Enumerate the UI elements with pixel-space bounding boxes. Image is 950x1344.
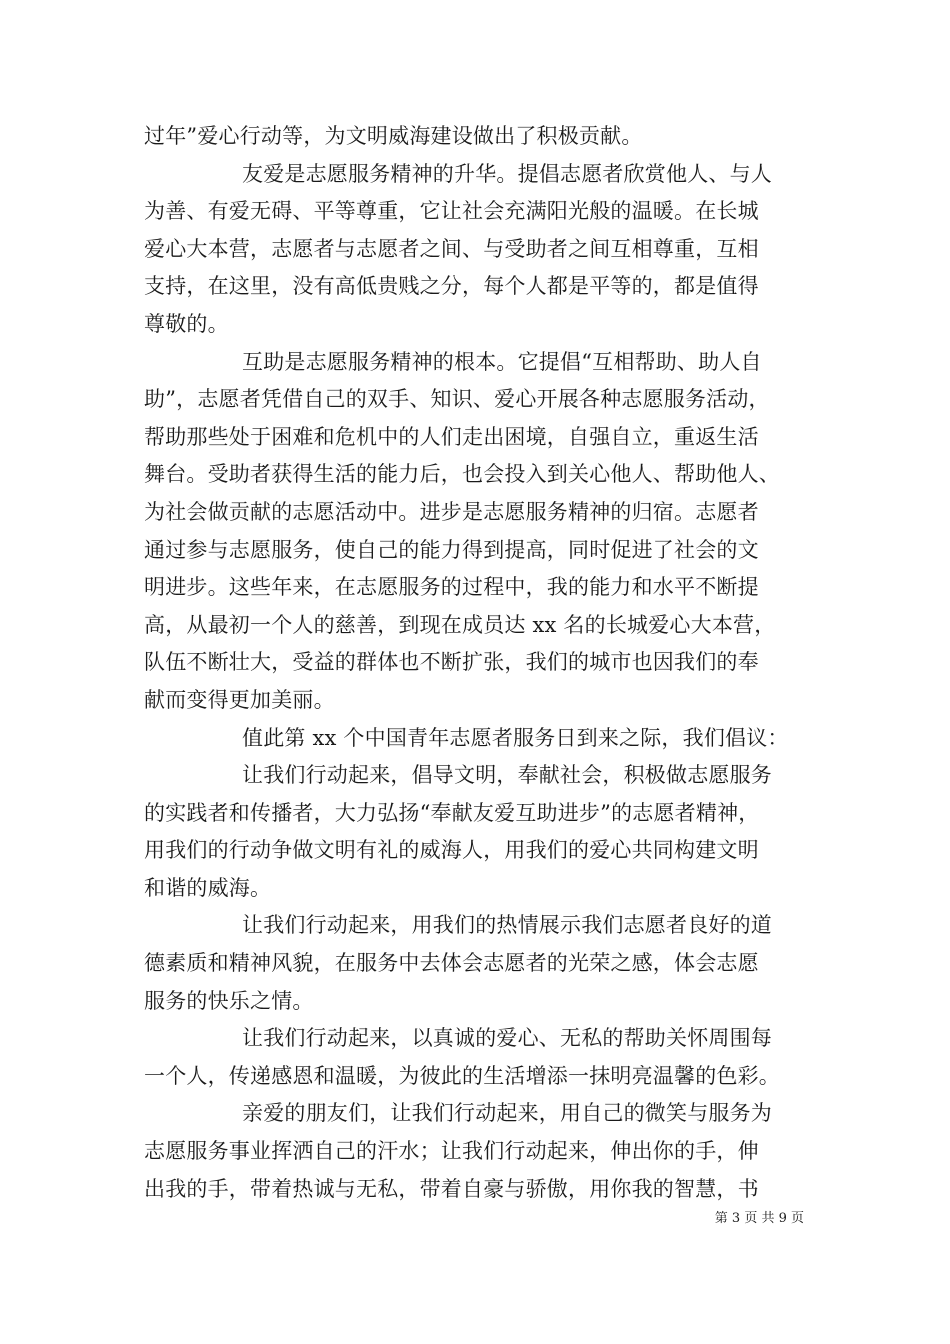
text-line: 用我们的行动争做文明有礼的威海人，用我们的爱心共同构建文明: [144, 838, 759, 863]
text-line: 的实践者和传播者，大力弘扬“奉献友爱互助进步”的志愿者精神，: [144, 800, 760, 825]
text-line: 支持，在这里，没有高低贵贱之分，每个人都是平等的，都是值得: [144, 274, 759, 299]
text-line: 队伍不断壮大，受益的群体也不断扩张，我们的城市也因我们的奉: [144, 650, 759, 675]
text-line: 亲爱的朋友们，让我们行动起来，用自己的微笑与服务为: [242, 1101, 772, 1126]
document-body: [144, 118, 844, 1208]
text-line: 志愿服务事业挥洒自己的汗水；让我们行动起来，伸出你的手，伸: [144, 1139, 759, 1164]
text-line: 让我们行动起来，用我们的热情展示我们志愿者良好的道: [242, 913, 772, 938]
text-line: 过年”爱心行动等，为文明威海建设做出了积极贡献。: [144, 124, 643, 148]
text-line: 助”，志愿者凭借自己的双手、知识、爱心开展各种志愿服务活动，: [144, 387, 770, 412]
text-line: 明进步。这些年来，在志愿服务的过程中，我的能力和水平不断提: [144, 575, 759, 600]
text-line: 值此第 xx 个中国青年志愿者服务日到来之际，我们倡议：: [242, 725, 789, 750]
text-line: 服务的快乐之情。: [144, 988, 314, 1013]
text-line: 尊敬的。: [144, 311, 229, 336]
text-line: 爱心大本营，志愿者与志愿者之间、与受助者之间互相尊重，互相: [144, 236, 759, 261]
text-line: 高，从最初一个人的慈善，到现在成员达 xx 名的长城爱心大本营，: [144, 612, 776, 637]
text-line: 帮助那些处于困难和危机中的人们走出困境，自强自立，重返生活: [144, 424, 759, 449]
text-line: 互助是志愿服务精神的根本。它提倡“互相帮助、助人自: [242, 349, 762, 374]
text-line: 舞台。受助者获得生活的能力后，也会投入到关心他人、帮助他人、: [144, 462, 780, 487]
text-line: 为善、有爱无碍、平等尊重，它让社会充满阳光般的温暖。在长城: [144, 199, 759, 224]
text-line: 让我们行动起来，以真诚的爱心、无私的帮助关怀周围每: [242, 1026, 772, 1051]
text-line: 献而变得更加美丽。: [144, 687, 335, 712]
text-line: 出我的手，带着热诚与无私，带着自豪与骄傲，用你我的智慧，书: [144, 1176, 759, 1201]
text-line: 一个人，传递感恩和温暖，为彼此的生活增添一抹明亮温馨的色彩。: [144, 1063, 780, 1088]
text-line: 为社会做贡献的志愿活动中。进步是志愿服务精神的归宿。志愿者: [144, 499, 759, 524]
text-line: 和谐的威海。: [144, 875, 272, 900]
page-number-footer: 第 3 页 共 9 页: [714, 1211, 804, 1226]
text-line: 友爱是志愿服务精神的升华。提倡志愿者欣赏他人、与人: [242, 161, 772, 186]
text-line: 通过参与志愿服务，使自己的能力得到提高，同时促进了社会的文: [144, 537, 759, 562]
text-line: 德素质和精神风貌，在服务中去体会志愿者的光荣之感，体会志愿: [144, 951, 759, 976]
text-line: 让我们行动起来，倡导文明，奉献社会，积极做志愿服务: [242, 763, 772, 788]
